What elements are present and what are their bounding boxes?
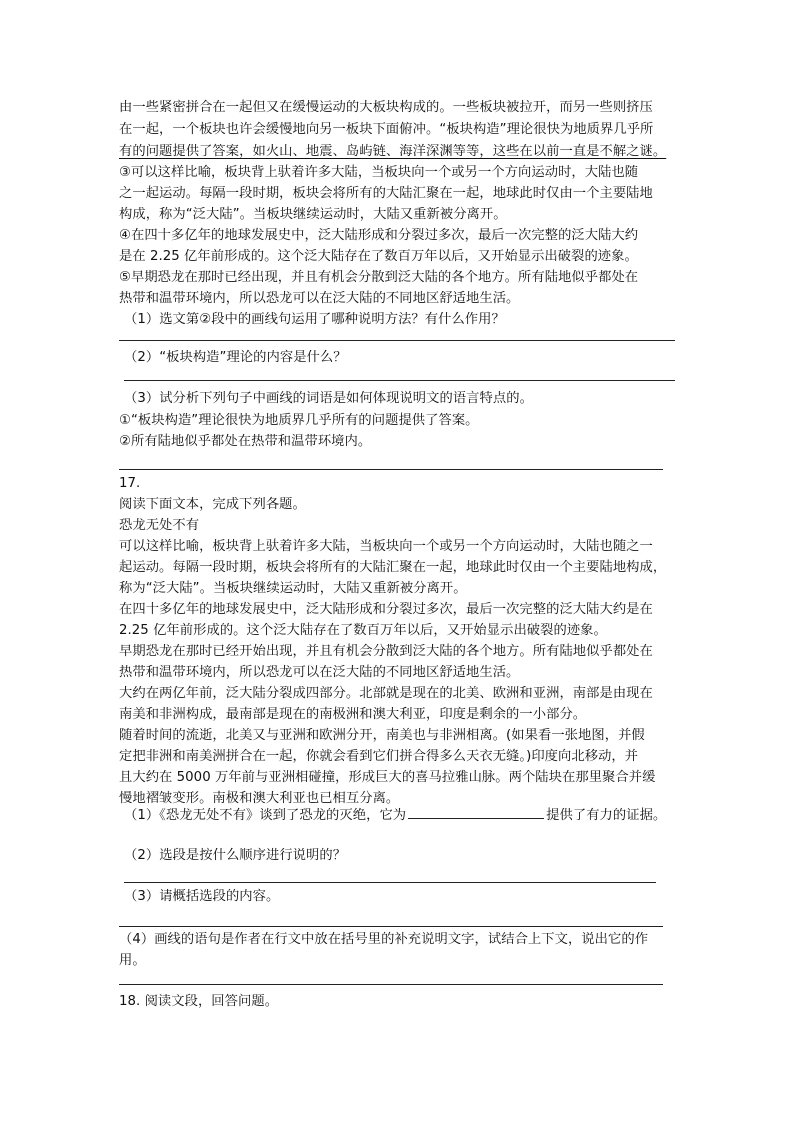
- passage-line-underlined: 有的问题提供了答案，如火山、地震、岛屿链、海洋深渊等等，这些在以前一直是不解之谜。: [119, 144, 667, 159]
- answer-line[interactable]: [119, 469, 663, 470]
- question-17-4-line2: 用。: [119, 953, 146, 968]
- question-17-2: （2）选段是按什么顺序进行说明的？: [124, 848, 347, 863]
- article-line: 热带和温带环境内，所以恐龙可以在泛大陆的不同地区舒适地生活。: [119, 665, 520, 680]
- question-17-1-text: （1）《恐龙无处不有》谈到了恐龙的灭绝，它为: [124, 808, 407, 823]
- article-line: 南美和非洲构成，最南部是现在的南极洲和澳大利亚，印度是剩余的一小部分。: [119, 707, 587, 722]
- article-line: 且大约在 5000 万年前与亚洲相碰撞，形成巨大的喜马拉雅山脉。两个陆块在那里聚合并缓: [119, 770, 656, 785]
- passage-line: 在一起，一个板块也许会缓慢地向另一板块下面俯冲。“板块构造”理论很快为地质界几乎所: [119, 122, 654, 137]
- question-3: （3）试分析下列句子中画线的词语是如何体现说明文的语言特点的。: [124, 391, 533, 406]
- article-line: 大约在两亿年前，泛大陆分裂成四部分。北部就是现在的北美、欧洲和亚洲，南部是由现在: [119, 686, 653, 701]
- article-line: 随着时间的流逝，北美又与亚洲和欧洲分开，南美也与非洲相离。(如果看一张地图，并假: [119, 728, 645, 743]
- passage-line: 之一起运动。每隔一段时期，板块会将所有的大陆汇聚在一起，地球此时仅由一个主要陆地: [119, 186, 653, 201]
- passage-line: 热带和温带环境内，所以恐龙可以在泛大陆的不同地区舒适地生活。: [119, 291, 520, 306]
- answer-line[interactable]: [119, 340, 675, 341]
- answer-line[interactable]: [119, 984, 663, 985]
- article-line: 2.25 亿年前形成的。这个泛大陆存在了数百万年以后，又开始显示出破裂的迹象。: [119, 623, 607, 638]
- question-2: （2）“板块构造”理论的内容是什么？: [124, 350, 347, 365]
- answer-line[interactable]: [119, 926, 663, 927]
- question-17-1: [124, 804, 666, 826]
- passage-line: 是在 2.25 亿年前形成的。这个泛大陆存在了数百万年以后，又开始显示出破裂的迹象。: [119, 249, 638, 264]
- article-line: 慢地褶皱变形。南极和澳大利亚也已相互分离。: [119, 791, 400, 806]
- article-line: 称为“泛大陆”。当板块继续运动时，大陆又重新被分离开。: [119, 581, 467, 596]
- question-3-sentence-a: ①“板块构造”理论很快为地质界几乎所有的问题提供了答案。: [119, 413, 479, 428]
- answer-line[interactable]: [124, 380, 675, 381]
- article-title: 恐龙无处不有: [119, 518, 200, 533]
- article-line: 起运动。每隔一段时期，板块会将所有的大陆汇聚在一起，地球此时仅由一个主要陆地构成，: [119, 560, 667, 575]
- question-17-3: （3）请概括选段的内容。: [124, 889, 280, 904]
- question-number-17: 17.: [119, 476, 141, 491]
- fill-in-blank[interactable]: [408, 804, 544, 819]
- question-3-sentence-b: ②所有陆地似乎都处在热带和温带环境内。: [119, 434, 372, 449]
- article-line: 定把非洲和南美洲拼合在一起，你就会看到它们拼合得多么天衣无缝。)印度向北移动，并: [119, 749, 639, 764]
- section-instruction: 阅读下面文本，完成下列各题。: [119, 497, 306, 512]
- answer-line[interactable]: [124, 882, 656, 883]
- question-1: （1）选文第②段中的画线句运用了哪种说明方法？有什么作用？: [124, 312, 505, 327]
- article-line: 在四十多亿年的地球发展史中，泛大陆形成和分裂过多次，最后一次完整的泛大陆大约是在: [119, 602, 653, 617]
- passage-line: ⑤早期恐龙在那时已经出现，并且有机会分散到泛大陆的各个地方。所有陆地似乎都处在: [119, 270, 639, 285]
- article-line: 早期恐龙在那时已经开始出现，并且有机会分散到泛大陆的各个地方。所有陆地似乎都处在: [119, 644, 653, 659]
- article-line: 可以这样比喻，板块背上驮着许多大陆，当板块向一个或另一个方向运动时，大陆也随之一: [119, 539, 653, 554]
- passage-line: ③可以这样比喻，板块背上驮着许多大陆，当板块向一个或另一个方向运动时，大陆也随: [119, 165, 639, 180]
- passage-line: 由一些紧密拼合在一起但又在缓慢运动的大板块构成的。一些板块被拉开，而另一些则挤压: [119, 100, 653, 115]
- question-number-18: 18. 阅读文段，回答问题。: [119, 994, 279, 1009]
- question-17-4-line1: （4）画线的语句是作者在行文中放在括号里的补充说明文字，试结合上下文，说出它的作: [119, 932, 649, 947]
- passage-line: ④在四十多亿年的地球发展史中，泛大陆形成和分裂过多次，最后一次完整的泛大陆大约: [119, 228, 639, 243]
- passage-line: 构成，称为“泛大陆”。当板块继续运动时，大陆又重新被分离开。: [119, 207, 507, 222]
- question-17-1-text-end: 提供了有力的证据。: [546, 808, 667, 823]
